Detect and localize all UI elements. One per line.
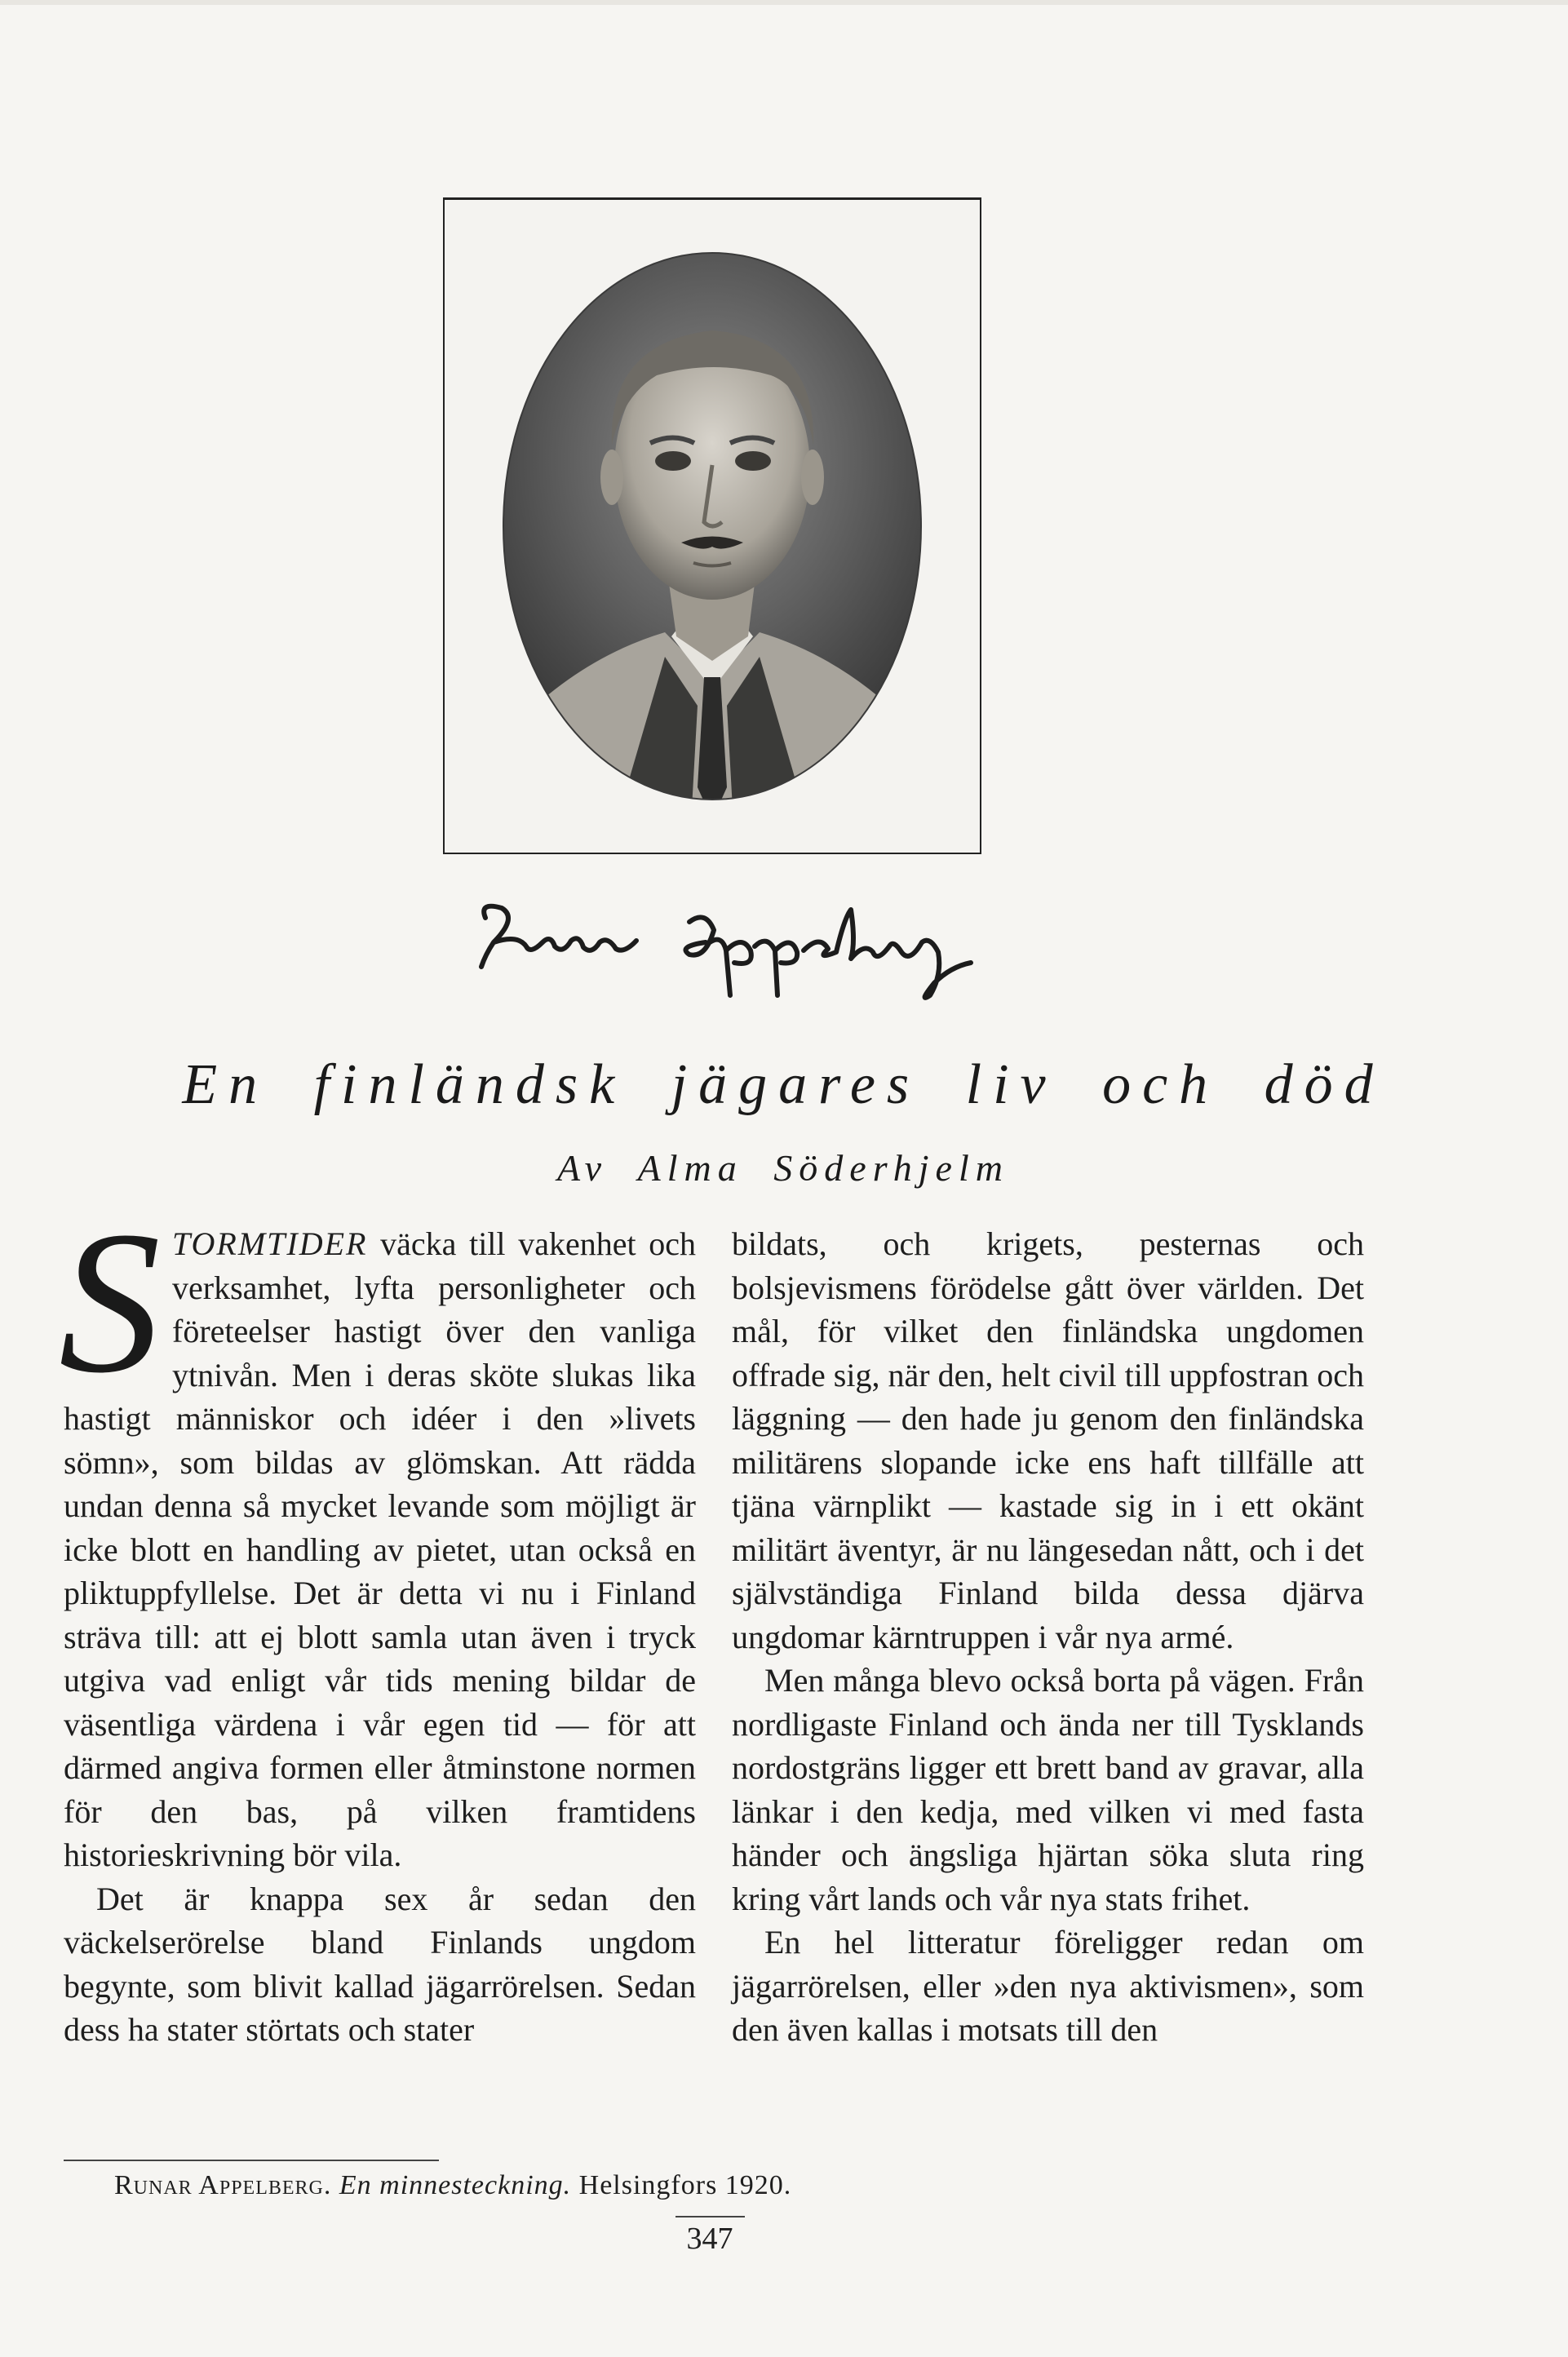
paragraph-text: väcka till vakenhet och verksamhet, lyfta personligheter och företeelser hastigt över den vanliga ytnivån. Men i deras sköte slukas lika hastigt människor och idéer i den »livets sömn», som bildas av glömskan. Att rädda undan denna så mycket levande som möjligt är icke blott en handling av pietet, utan också en pliktuppfyllelse. Det är detta vi nu i Finland sträva till: att ej blott samla utan även i tryck utgiva vad enligt vår tids mening bildar de väsentliga värdena i vår egen tid — för att därmed angiva formen eller åtminstone normen för den bas, på vilken framtidens historieskrivning bör vila. — [64, 1225, 696, 1873]
paragraph: En hel litteratur föreligger redan om jägarrörelsen, eller »den nya aktivismen», som den även kallas i motsats till den — [732, 1924, 1364, 2048]
paragraph: bildats, och krigets, pesternas och bolsjevismens förödelse gått över världen. Det mål, för vilket den finländska ungdomen offrade sig, när den, helt civil till uppfostran och läggning — den hade ju genom den finländska militärens slopande icke ens haft tillfälle att tjäna värnplikt — kastade sig in i ett okänt militärt äventyr, är nu längesedan nått, och i det självständiga Finland bilda dessa djärva ungdomar kärntruppen i vår nya armé. — [732, 1225, 1364, 1655]
page-number: 347 — [686, 2222, 733, 2256]
page-number-rule — [675, 2216, 745, 2217]
page-edge — [0, 0, 1568, 5]
left-column — [59, 1190, 696, 2052]
footnote-work: En minnesteckning. — [339, 2170, 572, 2200]
paragraph: Det är knappa sex år sedan den väckelserörelse bland Finlands ungdom begynte, som blivit kallad jägarrörelsen. Sedan dess ha stater störtats och stater — [64, 1880, 696, 2048]
portrait-frame — [443, 197, 981, 854]
paragraph: Men många blevo också borta på vägen. Från nordligaste Finland och ända ner till Tysklands nordostgräns ligger ett brett band av gravar, alla länkar i den kedja, med vilken vi med fasta händer och ängsliga hjärtan söka sluta ring kring vårt lands och vår nya stats frihet. — [732, 1662, 1364, 1917]
signature — [461, 885, 991, 1008]
right-column — [732, 1222, 1364, 2052]
footnote-rule — [64, 2160, 439, 2161]
drop-cap: S — [59, 1190, 161, 1416]
footnote — [114, 2170, 1420, 2201]
byline: Av Alma Söderhjelm — [557, 1147, 1009, 1189]
portrait-photo — [445, 200, 980, 853]
lead-caps: TORMTIDER — [172, 1225, 368, 1262]
article-title: En finländsk jägares liv och död — [182, 1053, 1384, 1116]
paragraph — [59, 1190, 696, 1877]
footnote-author: Runar Appelberg. — [114, 2170, 332, 2200]
footnote-place-year: Helsingfors 1920. — [578, 2170, 792, 2200]
